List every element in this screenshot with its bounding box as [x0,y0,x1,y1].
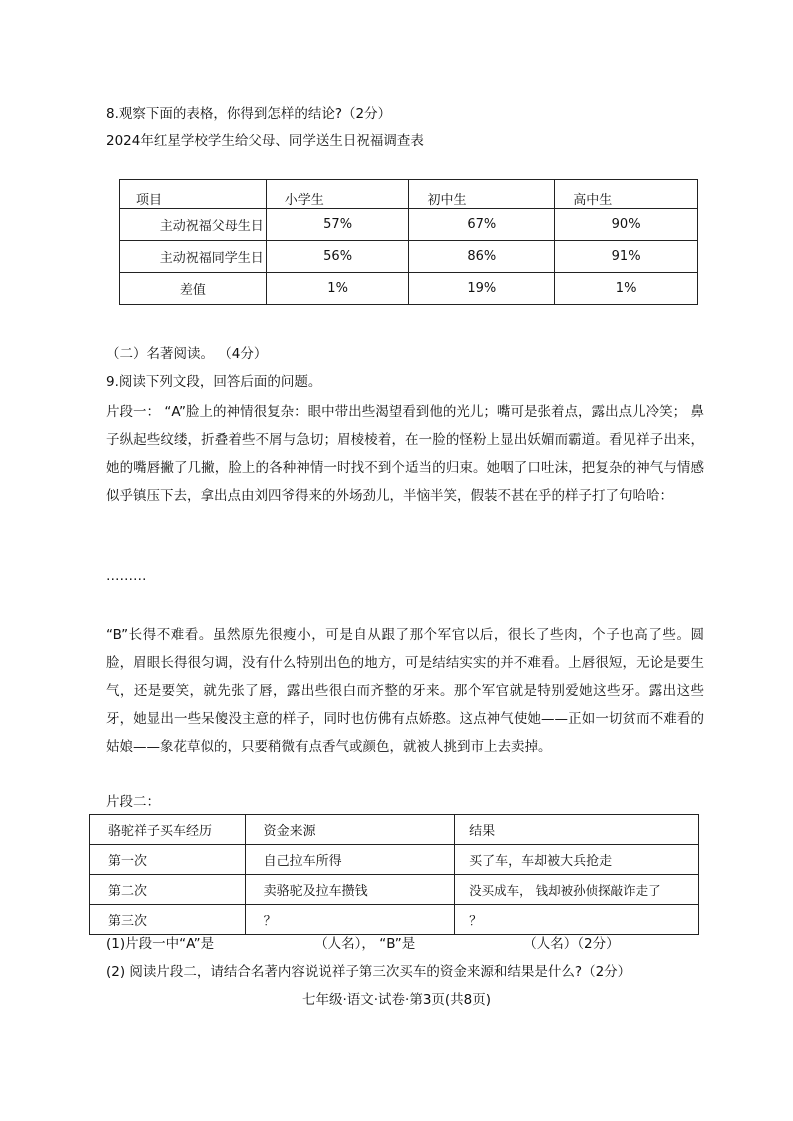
sub-question-1 [106,934,620,954]
sub-question-1-part-c: （人名）（2分） [523,936,620,952]
survey-cell: 57% [266,209,409,241]
camel-row [90,905,699,935]
survey-row-label: 差值 [120,273,267,305]
survey-header-cell: 初中生 [409,180,555,209]
question-8: 8.观察下面的表格，你得到怎样的结论?（2分） [106,106,392,122]
passage-b: “B”长得不难看。虽然原先很瘦小，可是自从跟了那个军官以后，很长了些肉，个子也高了些。圆脸，眉眼长得很匀调，没有什么特别出色的地方，可是结结实实的并不难看。上唇很短，无论是要生气，还是要笑，就先张了唇，露出些很白而齐整的牙来。那个军官就是特别爱她这些牙。露出这些牙，她显出一些呆傻没主意的样子，同时也仿佛有点娇憨。这点神气使她——正如一切贫而不难看的姑娘——象花草似的，只要稍微有点香气或颜色，就被人挑到市上去卖掉。 [106,627,704,755]
sub-question-1-part-b: （人名）， “B”是 [314,936,416,952]
sub-question-1-part-a: (1)片段一中“A”是 [106,936,215,952]
question-9: 9.阅读下列文段，回答后面的问题。 [106,374,322,390]
survey-cell: 90% [555,209,698,241]
survey-row [120,273,698,305]
passage-fragment-1: 片段一： “A”脸上的神情很复杂：眼中带出些渴望看到他的光儿；嘴可是张着点，露出点儿冷笑； 鼻子纵起些纹缕，折叠着些不屑与急切；眉棱棱着，在一脸的怪粉上显出妖媚而霸道。看见祥子出来，她的嘴唇撇了几撇，脸上的各种神情一时找不到个适当的归束。她咽了口吐沫，把复杂的神气与情感似乎镇压下去，拿出点由刘四爷得来的外场劲儿，半恼半笑，假装不甚在乎的样子打了句哈哈： [106,404,704,504]
survey-row [120,241,698,273]
camel-cell: 买了车，车却被大兵抢走 [455,845,699,875]
camel-cell: ？ [455,905,699,935]
ellipsis: ……… [106,568,147,584]
camel-cell: ？ [245,905,454,935]
survey-cell: 91% [555,241,698,273]
camel-cell: 没买成车， 钱却被孙侦探敲诈走了 [455,875,699,905]
survey-header-cell: 高中生 [555,180,698,209]
survey-cell: 1% [266,273,409,305]
survey-cell: 86% [409,241,555,273]
survey-cell: 19% [409,273,555,305]
camel-cell: 第二次 [90,875,246,905]
survey-cell: 67% [409,209,555,241]
survey-header-cell: 项目 [120,180,267,209]
camel-cell: 卖骆驼及拉车攒钱 [245,875,454,905]
survey-row [120,209,698,241]
survey-header-cell: 小学生 [266,180,409,209]
survey-table-title: 2024年红星学校学生给父母、同学送生日祝福调查表 [106,133,424,149]
survey-cell: 1% [555,273,698,305]
survey-header-row [120,180,698,209]
camel-cell: 第三次 [90,905,246,935]
camel-cell: 第一次 [90,845,246,875]
camel-header-row [90,815,699,845]
section-heading: （二）名著阅读。 （4分） [106,346,268,362]
camel-header-cell: 资金来源 [245,815,454,845]
camel-row [90,845,699,875]
camel-header-cell: 骆驼祥子买车经历 [90,815,246,845]
camel-row [90,875,699,905]
camel-table [89,814,699,935]
page-footer: 七年级·语文·试卷·第3页(共8页) [301,992,492,1008]
camel-cell: 自己拉车所得 [245,845,454,875]
survey-cell: 56% [266,241,409,273]
survey-table [119,179,698,305]
sub-question-2: (2) 阅读片段二，请结合名著内容说说祥子第三次买车的资金来源和结果是什么?（2分） [106,964,632,980]
fragment-2-label: 片段二： [106,794,160,810]
camel-header-cell: 结果 [455,815,699,845]
survey-row-label: 主动祝福同学生日 [120,241,267,273]
survey-row-label: 主动祝福父母生日 [120,209,267,241]
